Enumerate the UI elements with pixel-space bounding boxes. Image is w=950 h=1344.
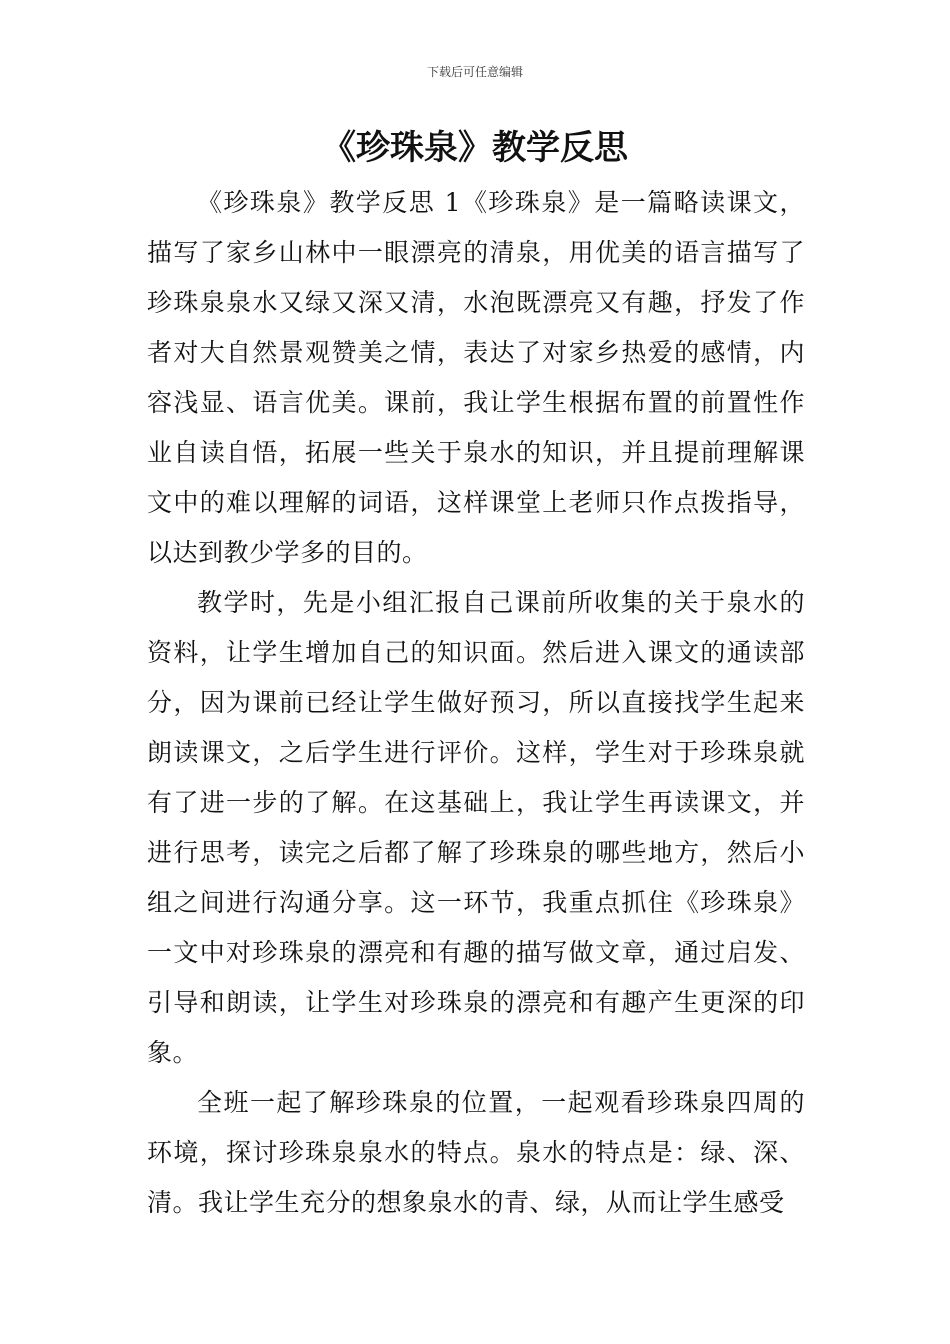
paragraph-2: 教学时，先是小组汇报自己课前所收集的关于泉水的资料，让学生增加自己的知识面。然后进入课文的通读部分，因为课前已经让学生做好预习，所以直接找学生起来朗读课文，之后学生进行评价。这样，学生对于珍珠泉就有了进一步的了解。在这基础上，我让学生再读课文，并进行思考，读完之后都了解了珍珠泉的哪些地方，然后小组之间进行沟通分享。这一环节，我重点抓住《珍珠泉》一文中对珍珠泉的漂亮和有趣的描写做文章，通过启发、引导和朗读，让学生对珍珠泉的漂亮和有趣产生更深的印象。 xyxy=(147,588,805,1067)
paragraph-3: 全班一起了解珍珠泉的位置，一起观看珍珠泉四周的环境，探讨珍珠泉泉水的特点。泉水的特点是：绿、深、清。我让学生充分的想象泉水的青、绿，从而让学生感受 xyxy=(147,1088,805,1217)
page-header-note: 下载后可任意编辑 xyxy=(426,65,523,79)
page-title: 《珍珠泉》教学反思 xyxy=(322,128,628,168)
paragraph-1: 《珍珠泉》教学反思 1《珍珠泉》是一篇略读课文，描写了家乡山林中一眼漂亮的清泉，用优美的语言描写了珍珠泉泉水又绿又深又清，水泡既漂亮又有趣，抒发了作者对大自然景观赞美之情，表达了对家乡热爱的感情，内容浅显、语言优美。课前，我让学生根据布置的前置性作业自读自悟，拓展一些关于泉水的知识，并且提前理解课文中的难以理解的词语，这样课堂上老师只作点拨指导，以达到教少学多的目的。 xyxy=(147,188,805,567)
document-body xyxy=(147,178,805,1228)
